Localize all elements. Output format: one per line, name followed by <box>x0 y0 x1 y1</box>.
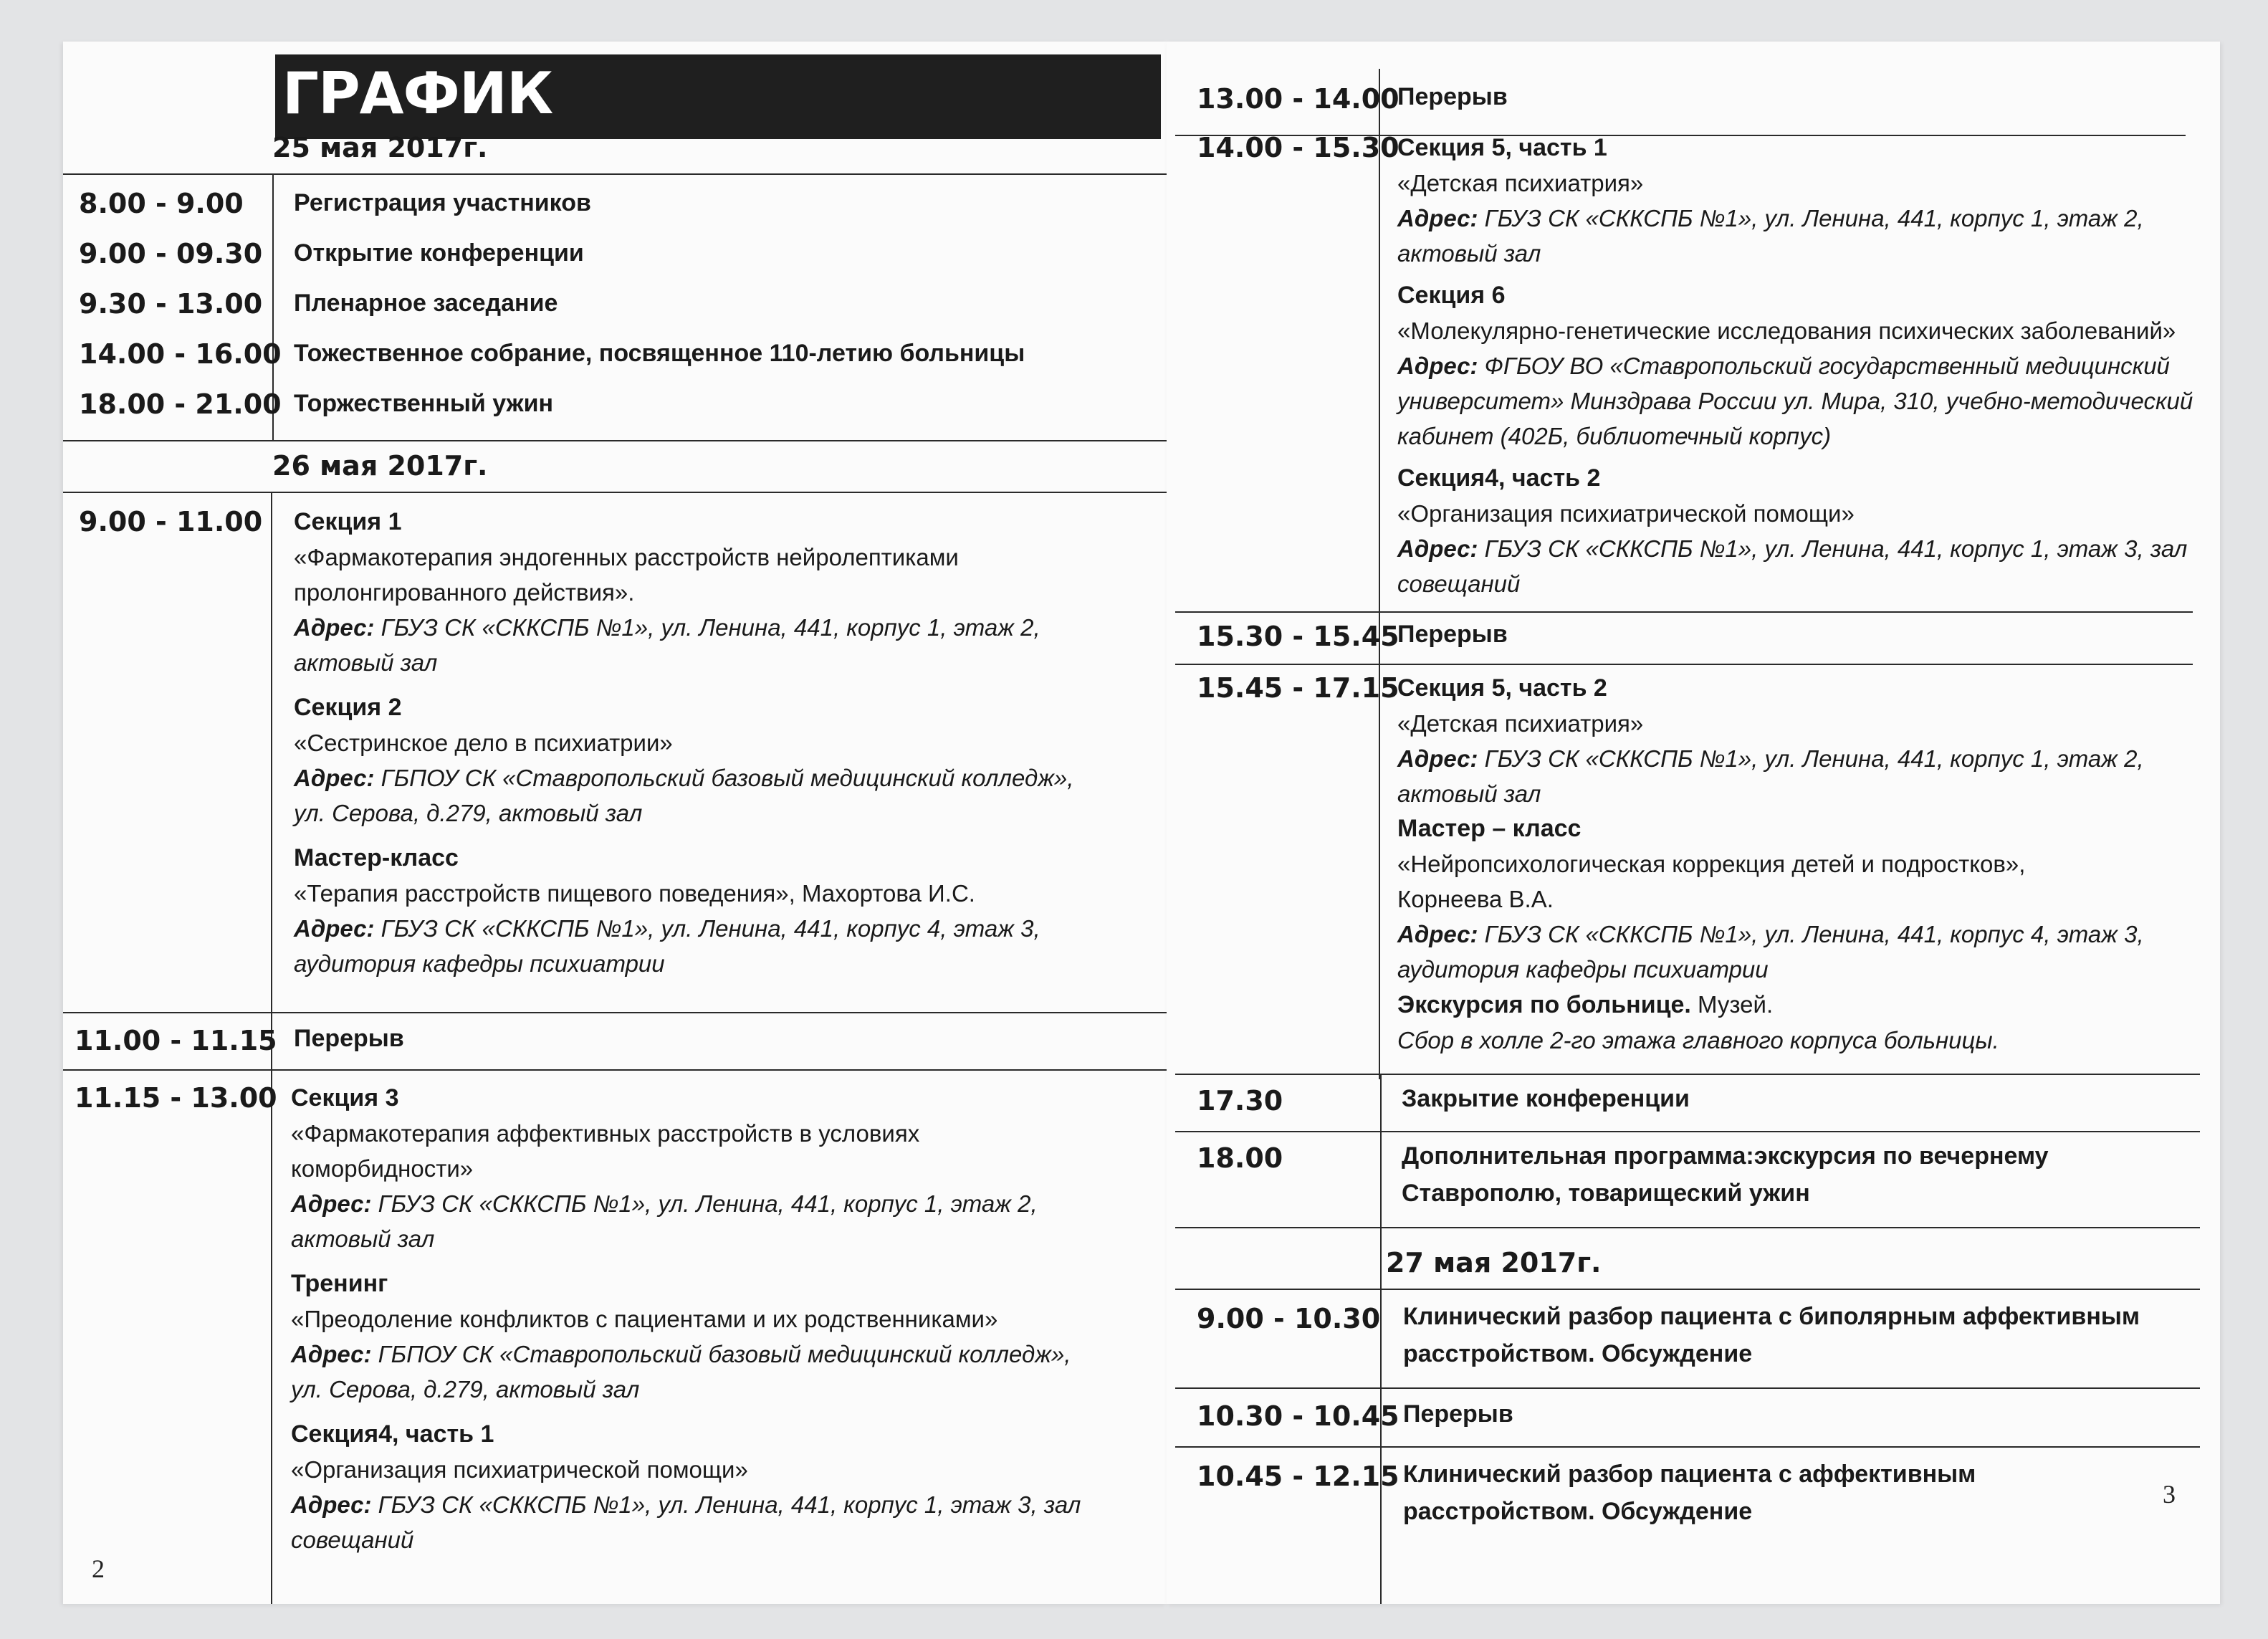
section-address <box>1397 741 2193 776</box>
section-topic: «Фармакотерапия эндогенных расстройств нейролептиками <box>294 544 959 570</box>
address-text: ГБПОУ СК «Ставропольский базовый медицинский колледж», <box>381 765 1074 791</box>
day1-date: 25 мая 2017г. <box>272 132 488 163</box>
schedule-time: 18.00 <box>1197 1142 1283 1174</box>
section-topic: «Молекулярно-генетические исследования психических заболеваний» <box>1397 317 2176 344</box>
schedule-item: Закрытие конференции <box>1402 1085 1690 1112</box>
schedule-time: 10.30 - 10.45 <box>1197 1400 1399 1432</box>
section-topic: «Детская психиатрия» <box>1397 170 1644 196</box>
address-label: Адрес: <box>294 614 375 641</box>
excursion-title-bold: Экскурсия по больнице. <box>1397 991 1691 1018</box>
schedule-item: расстройством. Обсуждение <box>1403 1340 1753 1367</box>
section-address: аудитория кафедры психиатрии <box>1397 956 1769 983</box>
schedule-time: 11.00 - 11.15 <box>75 1025 277 1056</box>
address-label: Адрес: <box>291 1190 372 1217</box>
address-text: ГБУЗ СК «СККСПБ №1», ул. Ленина, 441, корпус 1, этаж 3, зал <box>1484 535 2188 562</box>
schedule-item: Перерыв <box>1397 83 1508 110</box>
schedule-time: 9.00 - 11.00 <box>79 506 263 537</box>
schedule-time: 13.00 - 14.00 <box>1197 83 1399 115</box>
section-address: совещаний <box>291 1526 414 1553</box>
section-address: актовый зал <box>1397 240 1541 267</box>
section-address <box>1397 531 2193 566</box>
address-text: ГБУЗ СК «СККСПБ №1», ул. Ленина, 441, корпус 1, этаж 2, <box>378 1190 1038 1217</box>
section-address: актовый зал <box>291 1225 435 1252</box>
schedule-item: Пленарное заседание <box>294 290 558 317</box>
address-label: Адрес: <box>1397 353 1478 379</box>
section-address <box>1397 917 2193 952</box>
column-rule <box>1380 1074 1382 1604</box>
address-text: ГБУЗ СК «СККСПБ №1», ул. Ленина, 441, корпус 4, этаж 3, <box>381 915 1040 942</box>
day3-top-rule <box>1175 1289 2200 1290</box>
row-rule <box>1175 1074 2200 1075</box>
excursion-title <box>1397 987 2193 1023</box>
title-bar <box>275 54 1161 139</box>
address-label: Адрес: <box>294 765 375 791</box>
schedule-entry <box>294 505 1096 981</box>
day3-date: 27 мая 2017г. <box>1386 1247 1602 1279</box>
right-page <box>1167 42 2220 1604</box>
section-address <box>291 1186 1094 1221</box>
section-title: Тренинг <box>291 1270 388 1297</box>
schedule-entry <box>1397 671 2193 1058</box>
section-address: актовый зал <box>1397 780 1541 807</box>
day1-top-rule <box>63 173 1167 175</box>
section-topic: «Терапия расстройств пищевого поведения», Махортова И.С. <box>294 880 975 907</box>
address-label: Адрес: <box>294 915 375 942</box>
address-text: ГБУЗ СК «СККСПБ №1», ул. Ленина, 441, корпус 1, этаж 2, <box>1484 205 2144 231</box>
schedule-item: расстройством. Обсуждение <box>1403 1498 1753 1525</box>
section-address <box>291 1487 1094 1522</box>
row-rule <box>1175 664 2193 665</box>
schedule-item: Клинический разбор пациента с аффективным <box>1403 1461 1976 1488</box>
section-title: Секция 3 <box>291 1084 399 1112</box>
day2-date: 26 мая 2017г. <box>272 450 488 482</box>
section-title: Секция 2 <box>294 694 402 721</box>
section-address: ул. Серова, д.279, актовый зал <box>291 1376 640 1403</box>
section-topic: Корнеева В.А. <box>1397 886 1554 912</box>
column-rule <box>1379 69 1380 1079</box>
address-label: Адрес: <box>291 1491 372 1518</box>
excursion-note: Сбор в холле 2-го этажа главного корпуса больницы. <box>1397 1027 1999 1053</box>
schedule-item: Торжественный ужин <box>294 390 554 417</box>
section-title: Секция 6 <box>1397 282 1506 309</box>
address-label: Адрес: <box>1397 535 1478 562</box>
schedule-time: 15.45 - 17.15 <box>1197 672 1399 704</box>
schedule-time: 10.45 - 12.15 <box>1197 1461 1399 1492</box>
page-title: ГРАФИК <box>282 60 553 127</box>
schedule-time: 15.30 - 15.45 <box>1197 621 1399 652</box>
section-topic: «Детская психиатрия» <box>1397 710 1644 737</box>
section-topic: пролонгированного действия». <box>294 579 635 606</box>
left-page <box>63 42 1167 1604</box>
page-number: 2 <box>92 1554 105 1583</box>
schedule-item: Перерыв <box>1403 1400 1513 1428</box>
row-rule <box>63 1012 1167 1013</box>
section-title: Секция4, часть 1 <box>291 1420 494 1448</box>
schedule-item: Клинический разбор пациента с биполярным аффективным <box>1403 1303 2140 1330</box>
schedule-time: 14.00 - 15.30 <box>1197 132 1399 163</box>
address-text: ГБУЗ СК «СККСПБ №1», ул. Ленина, 441, корпус 1, этаж 3, зал <box>378 1491 1081 1518</box>
schedule-time: 9.00 - 09.30 <box>79 238 263 269</box>
row-rule <box>63 1069 1167 1071</box>
address-text: ГБПОУ СК «Ставропольский базовый медицинский колледж», <box>378 1341 1071 1367</box>
schedule-item: Тожественное собрание, посвященное 110-летию больницы <box>294 340 1025 367</box>
address-text: ГБУЗ СК «СККСПБ №1», ул. Ленина, 441, корпус 4, этаж 3, <box>1484 921 2144 947</box>
section-topic: «Сестринское дело в психиатрии» <box>294 730 673 756</box>
day2-top-rule <box>63 492 1167 493</box>
section-address: кабинет (402Б, библиотечный корпус) <box>1397 423 1832 449</box>
address-text: ФГБОУ ВО «Ставропольский государственный медицинский <box>1484 353 2170 379</box>
address-text: ГБУЗ СК «СККСПБ №1», ул. Ленина, 441, корпус 1, этаж 2, <box>1484 745 2144 772</box>
section-topic: коморбидности» <box>291 1155 474 1182</box>
row-rule <box>1175 611 2193 613</box>
schedule-time: 8.00 - 9.00 <box>79 188 244 219</box>
section-title: Секция 1 <box>294 508 402 535</box>
row-rule <box>1175 1387 2200 1389</box>
section-address: аудитория кафедры психиатрии <box>294 950 665 977</box>
schedule-time: 17.30 <box>1197 1085 1283 1117</box>
schedule-item: Регистрация участников <box>294 189 591 216</box>
schedule-entry <box>1397 130 2193 601</box>
address-label: Адрес: <box>1397 745 1478 772</box>
section-address <box>1397 201 2193 236</box>
section-title: Секция 5, часть 2 <box>1397 674 1607 702</box>
section-topic: «Преодоление конфликтов с пациентами и их родственниками» <box>291 1306 998 1332</box>
section-topic: «Организация психиатрической помощи» <box>291 1456 748 1483</box>
schedule-time: 18.00 - 21.00 <box>79 388 282 420</box>
day1-bottom-rule <box>63 440 1167 441</box>
section-topic: «Нейропсихологическая коррекция детей и подростков», <box>1397 851 2026 877</box>
excursion-title-rest: Музей. <box>1690 991 1774 1018</box>
section-address <box>294 911 1096 946</box>
schedule-time: 9.00 - 10.30 <box>1197 1303 1381 1334</box>
row-rule <box>1175 1446 2200 1448</box>
section-title: Секция 5, часть 1 <box>1397 134 1607 161</box>
schedule-item: Дополнительная программа:экскурсия по вечернему <box>1402 1142 2049 1170</box>
section-address: ул. Серова, д.279, актовый зал <box>294 800 643 826</box>
section-address <box>291 1337 1094 1372</box>
schedule-item: Перерыв <box>1397 621 1508 648</box>
schedule-item: Открытие конференции <box>294 239 584 267</box>
schedule-time: 14.00 - 16.00 <box>79 338 282 370</box>
section-address: актовый зал <box>294 649 438 676</box>
section-address <box>1397 348 2193 383</box>
section-topic: «Организация психиатрической помощи» <box>1397 500 1855 527</box>
section-address <box>294 760 1096 795</box>
section-title: Секция4, часть 2 <box>1397 464 1601 492</box>
address-label: Адрес: <box>291 1341 372 1367</box>
address-label: Адрес: <box>1397 921 1478 947</box>
schedule-time: 11.15 - 13.00 <box>75 1082 277 1114</box>
section-address: университет» Минздрава России ул. Мира, 310, учебно-методический <box>1397 388 2193 414</box>
section-address <box>294 610 1096 645</box>
schedule-entry <box>291 1081 1094 1557</box>
page-number: 3 <box>2163 1480 2176 1509</box>
address-text: ГБУЗ СК «СККСПБ №1», ул. Ленина, 441, корпус 1, этаж 2, <box>381 614 1040 641</box>
schedule-item: Ставрополю, товарищеский ужин <box>1402 1180 1810 1207</box>
row-rule <box>1175 1131 2200 1132</box>
schedule-item: Перерыв <box>294 1025 404 1052</box>
section-title: Мастер – класс <box>1397 815 1582 842</box>
section-address: совещаний <box>1397 570 1521 597</box>
day2-bottom-rule <box>1175 1227 2200 1228</box>
address-label: Адрес: <box>1397 205 1478 231</box>
section-topic: «Фармакотерапия аффективных расстройств в условиях <box>291 1120 920 1147</box>
section-title: Мастер-класс <box>294 844 459 871</box>
schedule-time: 9.30 - 13.00 <box>79 288 263 320</box>
